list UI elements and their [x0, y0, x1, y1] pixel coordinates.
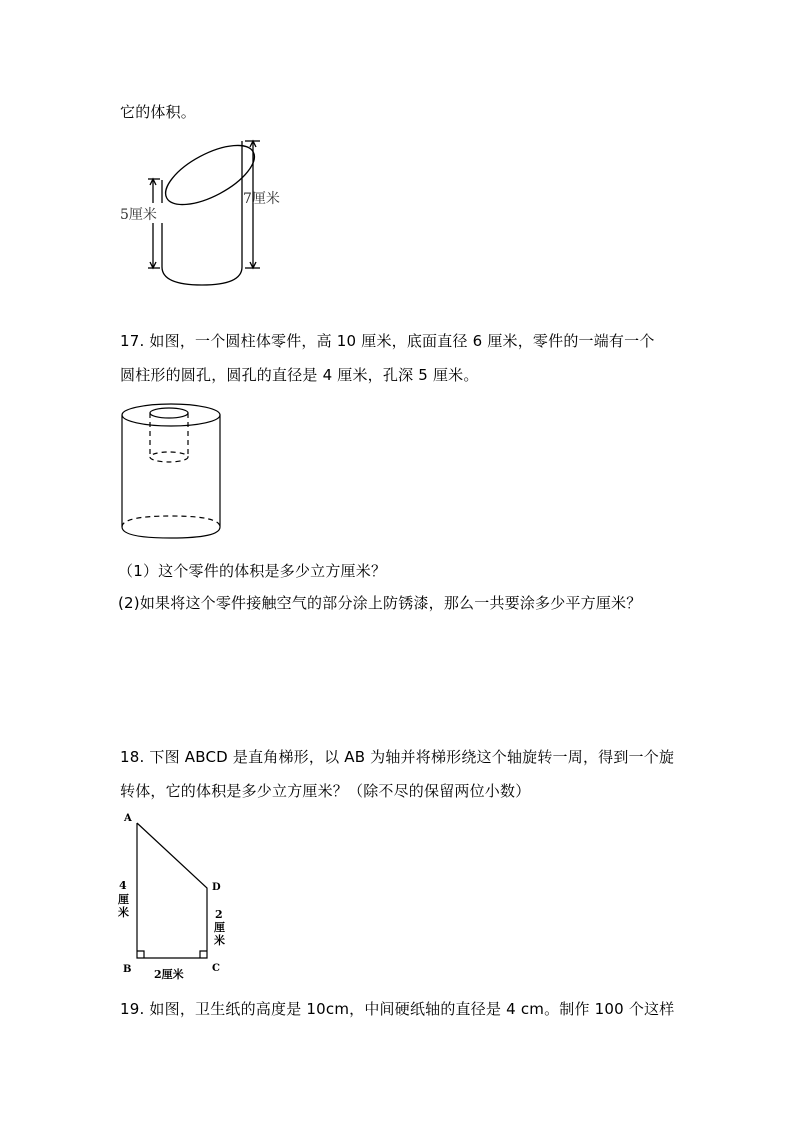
vertex-c-label: C: [212, 963, 220, 974]
q17-line-1: 17. 如图，一个圆柱体零件，高 10 厘米，底面直径 6 厘米，零件的一端有一个: [120, 332, 655, 350]
dc-length-unit-2: 米: [214, 934, 225, 947]
ab-length-number: 4: [119, 879, 127, 892]
q17-subquestion-2: (2)如果将这个零件接触空气的部分涂上防锈漆，那么一共要涂多少平方厘米？: [118, 594, 642, 612]
right-height-label: 7厘米: [243, 191, 280, 207]
q19-line-1: 19. 如图，卫生纸的高度是 10cm，中间硬纸轴的直径是 4 cm。制作 100 个这样: [120, 1000, 675, 1018]
left-height-label: 5厘米: [120, 207, 157, 223]
dc-length-number: 2: [215, 908, 223, 921]
q18-line-1: 18. 下图 ABCD 是直角梯形，以 AB 为轴并将梯形绕这个轴旋转一周，得到一个旋: [120, 748, 675, 766]
q18-line-2: 转体，它的体积是多少立方厘米？（除不尽的保留两位小数）: [120, 782, 531, 800]
ab-length-unit-2: 米: [118, 906, 129, 919]
ab-length-unit-1: 厘: [118, 893, 129, 906]
q17-subquestion-1: （1）这个零件的体积是多少立方厘米？: [118, 562, 387, 580]
vertex-b-label: B: [123, 964, 132, 975]
slanted-cylinder-figure: [115, 135, 305, 290]
vertex-d-label: D: [212, 882, 221, 893]
cylinder-with-hole-figure: [118, 400, 228, 540]
q17-line-2: 圆柱形的圆孔，圆孔的直径是 4 厘米，孔深 5 厘米。: [120, 366, 479, 384]
trapezoid-figure: [112, 810, 232, 985]
dc-length-unit-1: 厘: [214, 921, 225, 934]
vertex-a-label: A: [124, 813, 132, 824]
bc-length-label: 2厘米: [154, 968, 184, 981]
q16-tail-text: 它的体积。: [120, 103, 197, 121]
